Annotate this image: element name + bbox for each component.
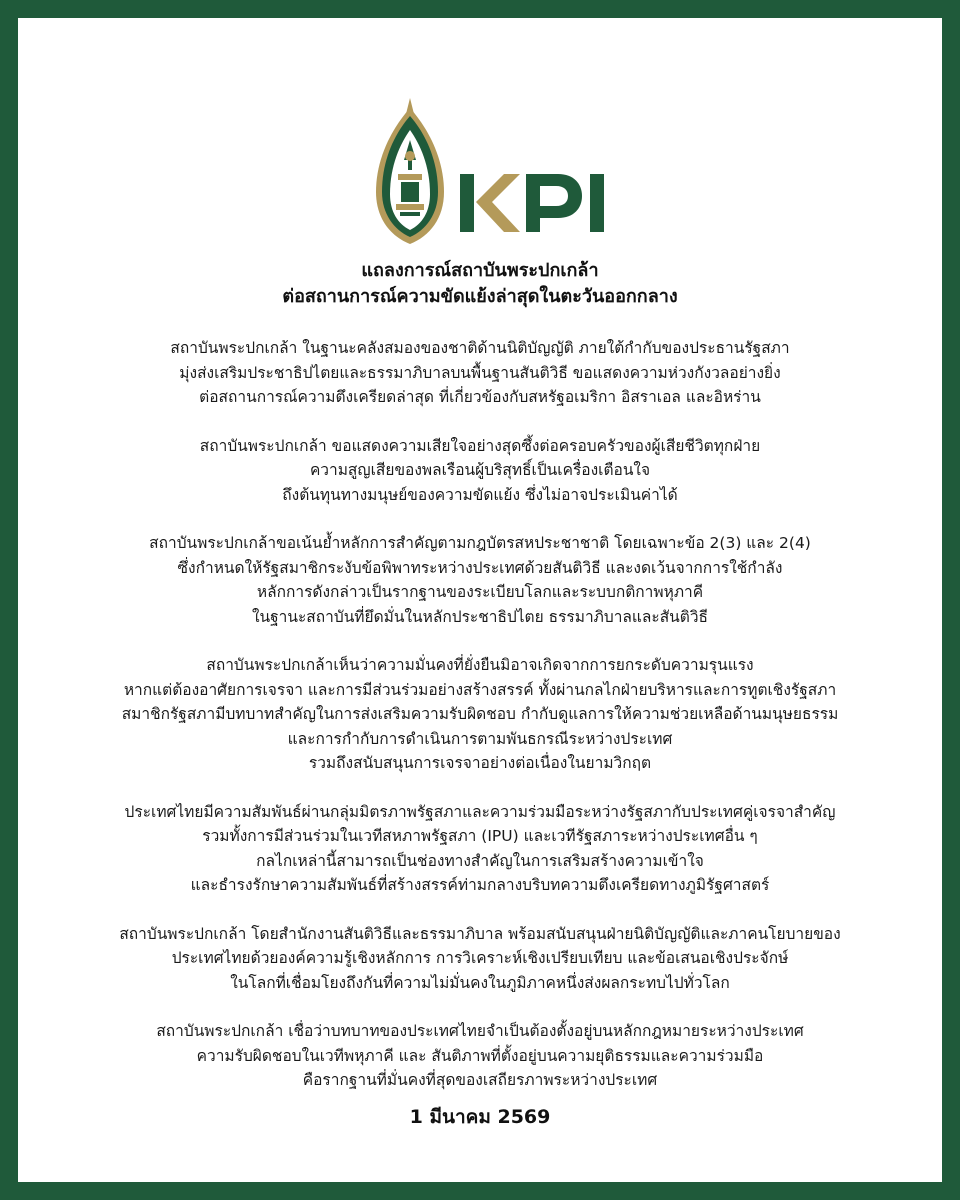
text-line: ประเทศไทยมีความสัมพันธ์ผ่านกลุ่มมิตรภาพรัฐสภาและความร่วมมือระหว่างรัฐสภากับประเทศคู่เจรจาสำคัญ [124,802,836,821]
kpi-crown-emblem-icon [374,96,446,246]
text-line: รวมทั้งการมีส่วนร่วมในเวทีสหภาพรัฐสภา (IPU) และเวทีรัฐสภาระหว่างประเทศอื่น ๆ [202,827,758,845]
text-line: ประเทศไทยด้วยองค์ความรู้เชิงหลักการ การวิเคราะห์เชิงเปรียบเทียบ และข้อเสนอเชิงประจักษ์ [171,949,789,967]
kpi-wordmark [460,156,610,236]
text-line: กลไกเหล่านี้สามารถเป็นช่องทางสำคัญในการเสริมสร้างความเข้าใจ [256,851,704,870]
text-line: สถาบันพระปกเกล้า เชื่อว่าบทบาทของประเทศไทยจำเป็นต้องตั้งอยู่บนหลักกฎหมายระหว่างประเทศ [156,1022,804,1040]
text-line: ในโลกที่เชื่อมโยงถึงกันที่ความไม่มั่นคงในภูมิภาคหนึ่งส่งผลกระทบไปทั่วโลก [230,973,730,992]
statement-title [18,258,942,310]
text-line: หากแต่ต้องอาศัยการเจรจา และการมีส่วนร่วมอย่างสร้างสรรค์ ทั้งผ่านกลไกฝ่ายบริหารและการทูตเชิงรัฐสภา [123,680,837,699]
text-line: ความรับผิดชอบในเวทีพหุภาคี และ สันติภาพที่ตั้งอยู่บนความยุติธรรมและความร่วมมือ [196,1046,764,1065]
paragraph-6 [18,922,942,996]
text-line: สถาบันพระปกเกล้าขอเน้นย้ำหลักการสำคัญตามกฎบัตรสหประชาชาติ โดยเฉพาะข้อ 2(3) และ 2(4) [149,534,811,552]
paragraph-3 [18,531,942,629]
text-line: สถาบันพระปกเกล้า ขอแสดงความเสียใจอย่างสุดซึ้งต่อครอบครัวของผู้เสียชีวิตทุกฝ่าย [199,436,761,455]
text-line: ต่อสถานการณ์ความตึงเครียดล่าสุด ที่เกี่ยวข้องกับสหรัฐอเมริกา อิสราเอล และอิหร่าน [199,388,761,406]
title-line-1: แถลงการณ์สถาบันพระปกเกล้า [361,260,599,281]
text-line: ซึ่งกำหนดให้รัฐสมาชิกระงับข้อพิพาทระหว่างประเทศด้วยสันติวิธี และงดเว้นจากการใช้กำลัง [177,558,783,577]
logo [18,96,942,246]
paragraph-5 [18,800,942,898]
text-line: และการกำกับการดำเนินการตามพันธกรณีระหว่างประเทศ [287,729,673,748]
text-line: สมาชิกรัฐสภามีบทบาทสำคัญในการส่งเสริมความรับผิดชอบ กำกับดูแลการให้ความช่วยเหลือด้านมนุษยธรรม [121,705,839,723]
text-line: สถาบันพระปกเกล้า โดยสำนักงานสันติวิธีและธรรมาภิบาล พร้อมสนับสนุนฝ่ายนิติบัญญัติและภาคนโยบายของ [119,924,841,943]
paragraph-7 [18,1019,942,1093]
title-line-2: ต่อสถานการณ์ความขัดแย้งล่าสุดในตะวันออกกลาง [282,286,678,307]
text-line: และธำรงรักษาความสัมพันธ์ที่สร้างสรรค์ท่ามกลางบริบทความตึงเครียดทางภูมิรัฐศาสตร์ [190,876,770,894]
text-line: รวมถึงสนับสนุนการเจรจาอย่างต่อเนื่องในยามวิกฤต [308,754,652,772]
text-line: คือรากฐานที่มั่นคงที่สุดของเสถียรภาพระหว่างประเทศ [302,1071,658,1089]
paragraph-2 [18,434,942,508]
text-line: หลักการดังกล่าวเป็นรากฐานของระเบียบโลกและระบบกติกาพหุภาคี [256,583,704,601]
text-line: ในฐานะสถาบันที่ยึดมั่นในหลักประชาธิปไตย ธรรมาภิบาลและสันติวิธี [251,607,709,626]
text-line: สถาบันพระปกเกล้าเห็นว่าความมั่นคงที่ยั่งยืนมิอาจเกิดจากการยกระดับความรุนแรง [206,656,754,674]
document-page [18,18,942,1182]
text-line: ถึงต้นทุนทางมนุษย์ของความขัดแย้ง ซึ่งไม่อาจประเมินค่าได้ [282,485,678,504]
text-line: สถาบันพระปกเกล้า ในฐานะคลังสมองของชาติด้านนิติบัญญัติ ภายใต้กำกับของประธานรัฐสภา [170,339,790,357]
text-line: ความสูญเสียของพลเรือนผู้บริสุทธิ์เป็นเครื่องเตือนใจ [309,461,651,479]
statement-body [18,336,942,1117]
text-line: มุ่งส่งเสริมประชาธิปไตยและธรรมาภิบาลบนพื้นฐานสันติวิธี ขอแสดงความห่วงกังวลอย่างยิ่ง [179,363,781,382]
paragraph-4 [18,653,942,776]
statement-date: 1 มีนาคม 2569 [409,1106,551,1128]
paragraph-1 [18,336,942,410]
